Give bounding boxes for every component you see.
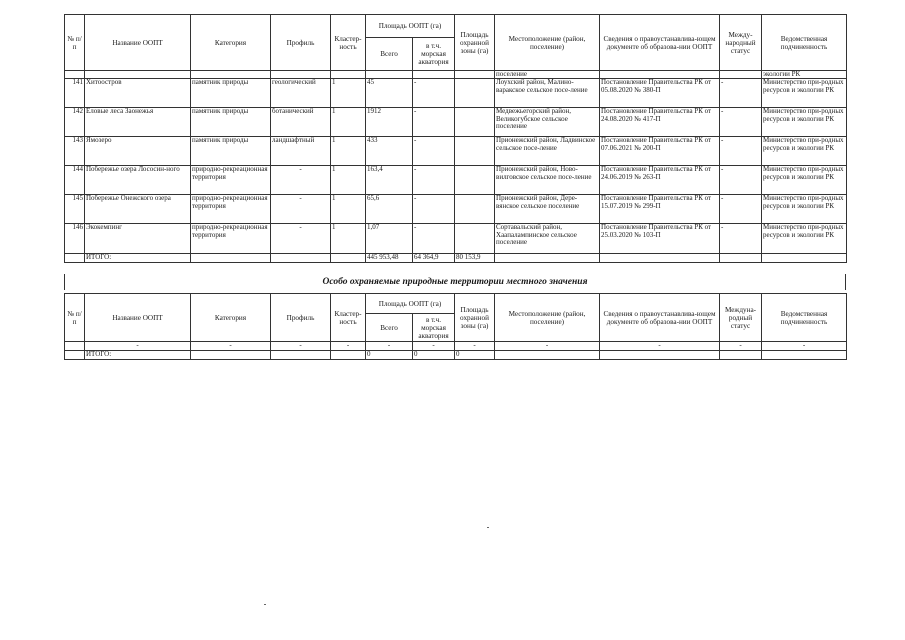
cell-category: памятник природы: [191, 108, 271, 137]
table-row: [65, 137, 847, 166]
cell-buffer: [455, 79, 495, 108]
cell-category: природно-рекреационная территория: [191, 195, 271, 224]
cell-legal: Постановление Правительства РК от 05.08.2020 № 380-П: [600, 79, 720, 108]
cell-profile: -: [271, 224, 331, 254]
cell-location: Медвежьегорский район, Великогубское сельское поселение: [495, 108, 600, 137]
cell-buffer: -: [455, 342, 495, 351]
cell-dept: Министерство при-родных ресурсов и экологии РК: [762, 224, 847, 254]
cell-area-total: -: [366, 342, 413, 351]
cell-intl: -: [720, 342, 762, 351]
cell-cluster: 1: [331, 108, 366, 137]
cell-area-marine: -: [413, 224, 455, 254]
cell-location: -: [495, 342, 600, 351]
cell-dept: Министерство при-родных ресурсов и экологии РК: [762, 79, 847, 108]
cell-legal: Постановление Правительства РК от 07.06.2021 № 200-П: [600, 137, 720, 166]
cell-area-total: 433: [366, 137, 413, 166]
cell-area-marine: -: [413, 108, 455, 137]
table-row: [65, 224, 847, 254]
cell-legal: Постановление Правительства РК от 24.06.2019 № 263-П: [600, 166, 720, 195]
cell-dept: Министерство при-родных ресурсов и экологии РК: [762, 166, 847, 195]
scan-speck: [264, 604, 266, 605]
cell-name: Побережье Онежского озера: [85, 195, 191, 224]
cell-cluster: 1: [331, 137, 366, 166]
header-name: Название ООПТ: [85, 294, 191, 342]
cell-location: Прионежский район, Дере-вянское сельское поселение: [495, 195, 600, 224]
cell-area-marine: -: [413, 137, 455, 166]
cell-area-marine: -: [413, 195, 455, 224]
cell-num: 146: [65, 224, 85, 254]
cell-area-marine: -: [413, 166, 455, 195]
table-row: [65, 342, 847, 351]
cell-num: 145: [65, 195, 85, 224]
cell-category: природно-рекреационная территория: [191, 166, 271, 195]
header-legal: Сведения о правоустанавлива-ющем документе об образова-нии ООПТ: [600, 294, 720, 342]
header-cluster: Кластер-ность: [331, 15, 366, 71]
header-buffer: Площадь охранной зоны (га): [455, 294, 495, 342]
cell-area-total: 65,6: [366, 195, 413, 224]
cell-legal: Постановление Правительства РК от 15.07.2019 № 299-П: [600, 195, 720, 224]
total-label: ИТОГО:: [85, 351, 191, 360]
cell-cluster: 1: [331, 195, 366, 224]
cell-category: природно-рекреационная территория: [191, 224, 271, 254]
total-area-marine: 0: [413, 351, 455, 360]
cell-dept: -: [762, 342, 847, 351]
cell-area-total: 163,4: [366, 166, 413, 195]
cell-intl: -: [720, 195, 762, 224]
cell-profile: ботанический: [271, 108, 331, 137]
header-legal: Сведения о правоустанавлива-ющем документе об образова-нии ООПТ: [600, 15, 720, 71]
regional-oopt-table: [64, 14, 847, 263]
cell-dept: Министерство при-родных ресурсов и экологии РК: [762, 195, 847, 224]
header-area-total: Всего: [366, 314, 413, 342]
cell-name: Экокемпинг: [85, 224, 191, 254]
total-row: [65, 351, 847, 360]
cell-profile: -: [271, 342, 331, 351]
cell-name: Хитоостров: [85, 79, 191, 108]
cell-cluster: 1: [331, 224, 366, 254]
table-row: [65, 166, 847, 195]
cell-location: поселение: [495, 71, 600, 79]
cell-dept: Министерство при-родных ресурсов и экологии РК: [762, 108, 847, 137]
cell-location: Сортавальский район, Хаапалампинское сельское поселение: [495, 224, 600, 254]
total-area-marine: 64 364,9: [413, 254, 455, 263]
cell-category: памятник природы: [191, 137, 271, 166]
cell-area-marine: -: [413, 79, 455, 108]
total-area-total: 0: [366, 351, 413, 360]
cell-buffer: [455, 195, 495, 224]
header-intl: Междуна-родный статус: [720, 294, 762, 342]
local-oopt-table: [64, 293, 847, 360]
cell-profile: -: [271, 166, 331, 195]
cell-name: Еловые леса Заонежья: [85, 108, 191, 137]
cell-num: 144: [65, 166, 85, 195]
header-area-marine: в т.ч. морская акватория: [413, 314, 455, 342]
header-dept: Ведомственная подчиненность: [762, 294, 847, 342]
cell-dept: экологии РК: [762, 71, 847, 79]
header-num: № п/п: [65, 294, 85, 342]
cell-location: Прионежский район, Ново-вилговское сельское посе-ление: [495, 166, 600, 195]
cell-profile: -: [271, 195, 331, 224]
table-row: [65, 79, 847, 108]
cell-dept: Министерство при-родных ресурсов и экологии РК: [762, 137, 847, 166]
cell-location: Лоухский район, Малино-варакское сельское посе-ление: [495, 79, 600, 108]
header-num: № п/п: [65, 15, 85, 71]
header-area-group: Площадь ООПТ (га): [366, 294, 455, 314]
cell-area-marine: -: [413, 342, 455, 351]
header-location: Местоположение (район, поселение): [495, 15, 600, 71]
header-name: Название ООПТ: [85, 15, 191, 71]
cell-legal: -: [600, 342, 720, 351]
cell-buffer: [455, 108, 495, 137]
total-label: ИТОГО:: [85, 254, 191, 263]
cell-name: -: [85, 342, 191, 351]
header-intl: Между-народный статус: [720, 15, 762, 71]
cell-num: 141: [65, 79, 85, 108]
header-area-group: Площадь ООПТ (га): [366, 15, 455, 38]
cell-buffer: [455, 224, 495, 254]
header-profile: Профиль: [271, 15, 331, 71]
cell-buffer: [455, 166, 495, 195]
cell-cluster: 1: [331, 79, 366, 108]
header-area-total: Всего: [366, 38, 413, 71]
header-profile: Профиль: [271, 294, 331, 342]
cell-intl: -: [720, 166, 762, 195]
total-buffer: 0: [455, 351, 495, 360]
table-row: [65, 195, 847, 224]
header-category: Категория: [191, 294, 271, 342]
cell-intl: -: [720, 137, 762, 166]
cell-intl: -: [720, 224, 762, 254]
header-area-marine: в т.ч. морская акватория: [413, 38, 455, 71]
cell-intl: -: [720, 79, 762, 108]
cell-area-total: 1912: [366, 108, 413, 137]
cell-buffer: [455, 137, 495, 166]
section-title: Особо охраняемые природные территории местного значения: [64, 274, 846, 290]
cell-cluster: -: [331, 342, 366, 351]
cell-cluster: 1: [331, 166, 366, 195]
header-location: Местоположение (район, поселение): [495, 294, 600, 342]
cell-profile: ландшафтный: [271, 137, 331, 166]
cell-legal: Постановление Правительства РК от 24.08.2020 № 417-П: [600, 108, 720, 137]
cell-legal: Постановление Правительства РК от 25.03.2020 № 103-П: [600, 224, 720, 254]
scan-speck: [487, 527, 489, 528]
total-area-total: 445 953,48: [366, 254, 413, 263]
header-category: Категория: [191, 15, 271, 71]
cell-num: 143: [65, 137, 85, 166]
cell-area-total: 1,07: [366, 224, 413, 254]
total-row: [65, 254, 847, 263]
cell-profile: геологический: [271, 79, 331, 108]
cell-num: 142: [65, 108, 85, 137]
cell-name: Ямозеро: [85, 137, 191, 166]
cell-category: памятник природы: [191, 79, 271, 108]
header-cluster: Кластер-ность: [331, 294, 366, 342]
table-row-carry: [65, 71, 847, 79]
header-dept: Ведомственная подчиненность: [762, 15, 847, 71]
cell-category: -: [191, 342, 271, 351]
cell-location: Прионежский район, Ладвинское сельское посе-ление: [495, 137, 600, 166]
table-row: [65, 108, 847, 137]
cell-name: Побережье озера Лососин-ного: [85, 166, 191, 195]
header-buffer: Площадь охранной зоны (га): [455, 15, 495, 71]
cell-area-total: 45: [366, 79, 413, 108]
cell-intl: -: [720, 108, 762, 137]
total-buffer: 80 153,9: [455, 254, 495, 263]
